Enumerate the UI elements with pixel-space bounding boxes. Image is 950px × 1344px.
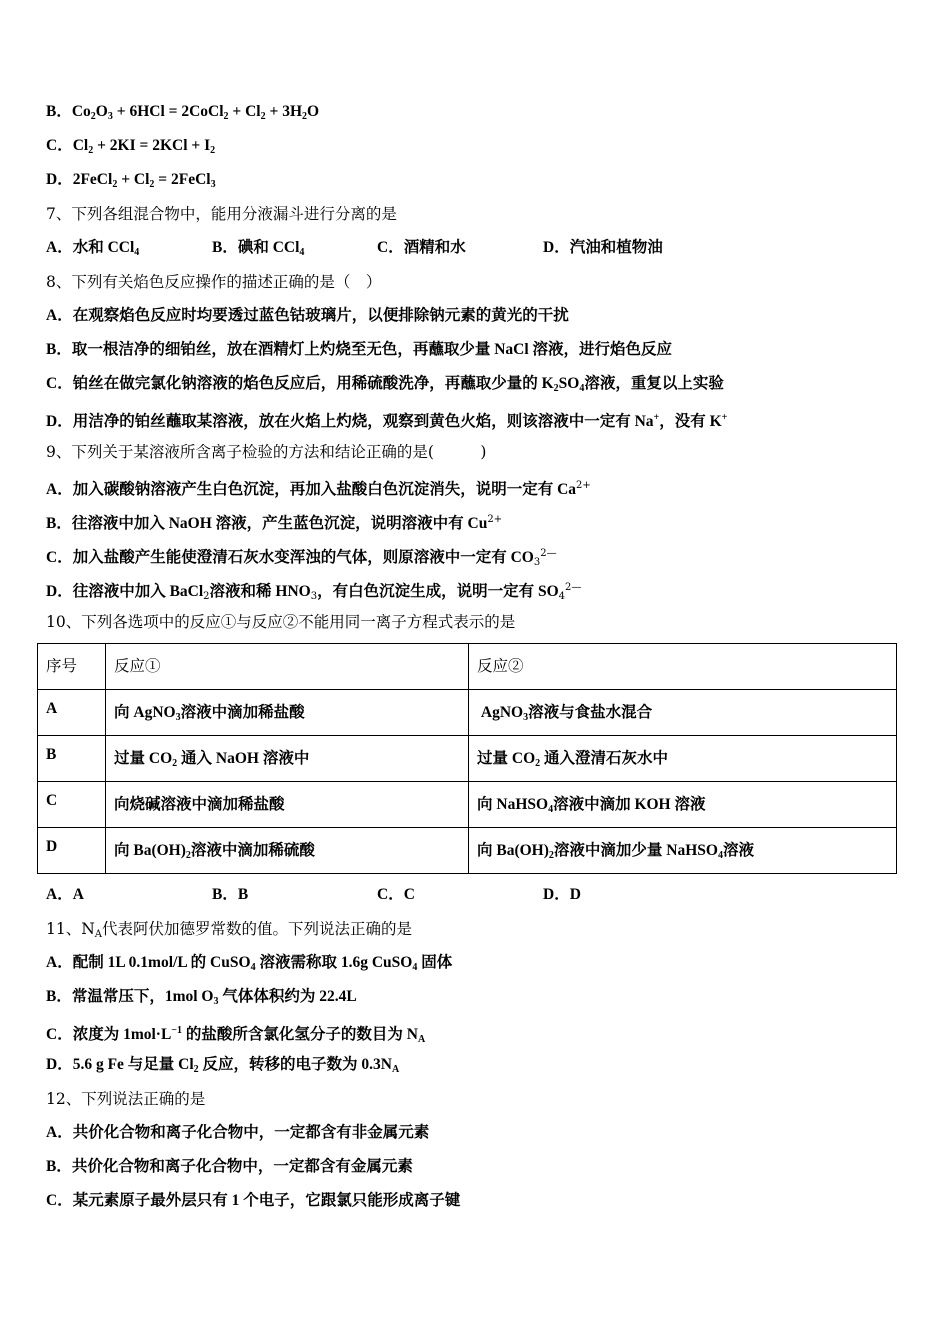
q11-option-d: D．5.6 g Fe 与足量 $Cl_2$ 反应，转移的电子数为 $0.3N_A$	[46, 1056, 400, 1075]
q7-stem: 7、下列各组混合物中，能用分液漏斗进行分离的是	[46, 205, 397, 223]
header-seq: 序号	[38, 644, 106, 690]
table-row: D 向 $Ba(OH)_2$溶液中滴加稀硫酸 向 $Ba(OH)_2$溶液中滴加少量 NaHSO$_4$溶液	[38, 828, 897, 874]
q6-option-b: B．$Co_2O_3 + 6HCl$ = 2CoCl$_2$ + $Cl_2 + 3H_2O$	[46, 103, 320, 122]
q10-stem: 10、下列各选项中的反应①与反应②不能用同一离子方程式表示的是	[46, 613, 516, 631]
q12-option-b: B．共价化合物和离子化合物中，一定都含有金属元素	[46, 1158, 413, 1175]
q10-options	[46, 885, 581, 905]
q7-options	[46, 238, 663, 263]
q11-option-c: C．浓度为 $1mol\cdot L^{-1}$ 的盐酸所含氯化氢分子的数目为 $N_A$	[46, 1025, 426, 1045]
q9-option-c: C．加入盐酸产生能使澄清石灰水变浑浊的气体，则原溶液中一定有 $CO_3^{2—}$	[46, 548, 557, 568]
q10-option-c: C．C	[377, 886, 415, 903]
q8-option-d: D．用洁净的铂丝蘸取某溶液，放在火焰上灼烧，观察到黄色火焰，则该溶液中一定有 Na+，没有 K+	[46, 412, 728, 430]
q10-option-b: B．B	[212, 886, 249, 903]
q6-option-c: C．$Cl_2 + 2KI = 2KCl + I_2$	[46, 137, 216, 156]
q8-option-c: C．铂丝在做完氯化钠溶液的焰色反应后，用稀硫酸洗净，再蘸取少量的 $K_2SO_4$溶液，重复以上实验	[46, 375, 724, 394]
q7-option-a: A．水和 CCl4	[46, 239, 140, 258]
q9-stem: 9、下列关于某溶液所含离子检验的方法和结论正确的是( )	[46, 443, 487, 461]
q10-option-d: D．D	[543, 886, 581, 903]
table-row: C 向烧碱溶液中滴加稀盐酸 向 NaHSO$_4$溶液中滴加 KOH 溶液	[38, 782, 897, 828]
q7-option-c: C．酒精和水	[377, 239, 466, 256]
q12-stem: 12、下列说法正确的是	[46, 1090, 206, 1108]
q11-option-b: B．常温常压下，1mol $O_3$ 气体体积约为 22.4L	[46, 988, 357, 1007]
q9-option-b: B．往溶液中加入 NaOH 溶液，产生蓝色沉淀，说明溶液中有 $Cu^{2+}$	[46, 514, 503, 532]
header-reaction-1: 反应①	[106, 644, 469, 690]
table-row: B 过量 $CO_2$ 通入 NaOH 溶液中 过量 $CO_2$ 通入澄清石灰水中	[38, 736, 897, 782]
table-row: A 向 AgNO$_3$溶液中滴加稀盐酸 AgNO$_3$溶液与食盐水混合	[38, 690, 897, 736]
q10-reaction-table	[37, 643, 897, 874]
header-reaction-2: 反应②	[469, 644, 897, 690]
q8-option-b: B．取一根洁净的细铂丝，放在酒精灯上灼烧至无色，再蘸取少量 NaCl 溶液，进行焰色反应	[46, 341, 673, 358]
q10-option-a: A．A	[46, 886, 84, 903]
q9-option-d: D．往溶液中加入 BaCl$_2$溶液和稀 $HNO_3$，有白色沉淀生成，说明一定有 $SO_4^{2—}$	[46, 582, 582, 602]
q11-option-a: A．配制 1L 0.1mol/L 的 CuSO$_4$ 溶液需称取 1.6g CuSO$_4$ 固体	[46, 954, 453, 973]
q6-option-d: D．2FeCl$_2$ + $Cl_2$ = 2FeCl$_3$	[46, 171, 216, 190]
q12-option-c: C．某元素原子最外层只有 1 个电子，它跟氯只能形成离子键	[46, 1192, 461, 1209]
q7-option-d: D．汽油和植物油	[543, 239, 663, 256]
q9-option-a: A．加入碳酸钠溶液产生白色沉淀，再加入盐酸白色沉淀消失，说明一定有 $Ca^{2+}$	[46, 480, 591, 498]
table-header-row	[38, 644, 897, 690]
q8-option-a: A．在观察焰色反应时均要透过蓝色钴玻璃片，以便排除钠元素的黄光的干扰	[46, 307, 569, 324]
q12-option-a: A．共价化合物和离子化合物中，一定都含有非金属元素	[46, 1124, 430, 1141]
q7-option-b: B．碘和 CCl4	[212, 239, 305, 258]
q8-stem: 8、下列有关焰色反应操作的描述正确的是（ ）	[46, 273, 382, 291]
q11-stem: 11、$N_A$代表阿伏加德罗常数的值。下列说法正确的是	[46, 920, 413, 940]
